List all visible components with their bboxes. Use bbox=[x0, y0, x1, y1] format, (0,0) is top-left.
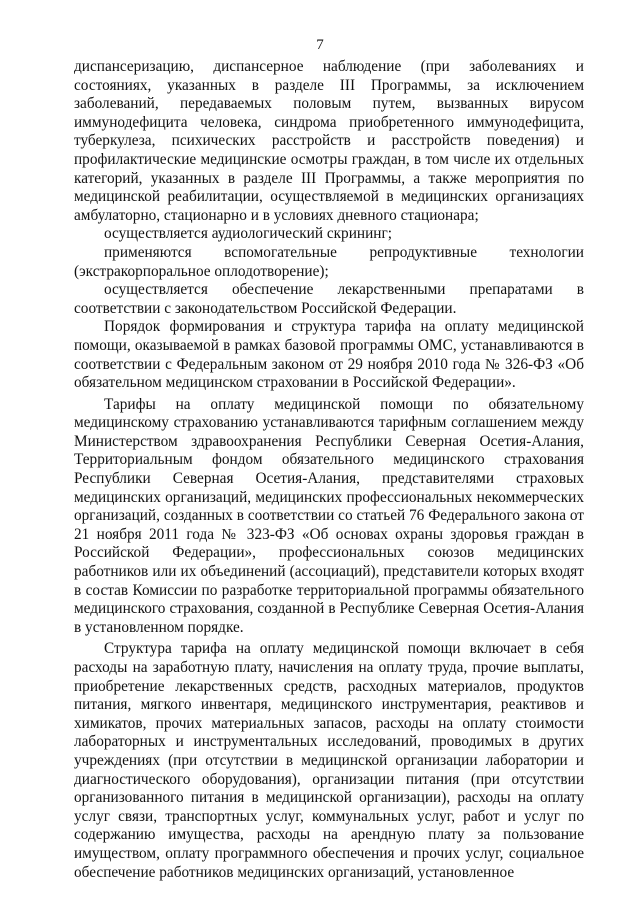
paragraph-audiological-screening: осуществляется аудиологический скрининг; bbox=[104, 225, 392, 243]
paragraph-drug-provision: осуществляется обеспечение лекарственными препаратами в соответствии с законодательством Российской Федерации. bbox=[74, 281, 584, 317]
page-number: 7 bbox=[316, 37, 324, 53]
paragraph-tariff-procedure: Порядок формирования и структура тарифа на оплату медицинской помощи, оказываемой в рамках базовой программы ОМС, устанавливаются в соответствии с Федеральным законом от 29 ноября 2010 года № 326-ФЗ «Об обязательном медицинском страховании в Российской Федерации». bbox=[74, 318, 584, 392]
paragraph-tariff-structure: Структура тарифа на оплату медицинской помощи включает в себя расходы на заработную плату, начисления на оплату труда, прочие выплаты, приобретение лекарственных средств, расходных материалов, продуктов питания, мягкого инвентаря, медицинского инструментария, реактивов и химикатов, прочих материальных запасов, расходы на оплату стоимости лабораторных и инструментальных исследований, проводимых в других учреждениях (при отсутствии в медицинской организации лаборатории и диагностического оборудования), организации питания (при отсутствии организованного питания в медицинской организации), расходы на оплату услуг связи, транспортных услуг, коммунальных услуг, работ и услуг по содержанию имущества, расходы на арендную плату за пользование имуществом, оплату программного обеспечения и прочих услуг, социальное обеспечение работников медицинских организаций, установленное bbox=[74, 640, 584, 881]
paragraph-dispanserization: диспансеризацию, диспансерное наблюдение (при заболеваниях и состояниях, указанных в разделе III Программы, за исключением заболеваний, передаваемых половым путем, вызванных вирусом иммунодефицита человека, синдрома приобретенного иммунодефицита, туберкулеза, психических расстройств и расстройств поведения) и профилактические медицинские осмотры граждан, в том числе их отдельных категорий, указанных в разделе III Программы, а также мероприятия по медицинской реабилитации, осуществляемой в медицинских организациях амбулаторно, стационарно и в условиях дневного стационара; bbox=[74, 58, 584, 224]
paragraph-tariff-agreement: Тарифы на оплату медицинской помощи по обязательному медицинскому страхованию устанавливаются тарифным соглашением между Министерством здравоохранения Республики Северная Осетия-Алания, Территориальным фондом обязательного медицинского страхования Республики Северная Осетия-Алания, представителями страховых медицинских организаций, медицинских профессиональных некоммерческих организаций, созданных в соответствии со статьей 76 Федерального закона от 21 ноября 2011 года № 323-ФЗ «Об основах охраны здоровья граждан в Российской Федерации», профессиональных союзов медицинских работников или их объединений (ассоциаций), представители которых входят в состав Комиссии по разработке территориальной программы обязательного медицинского страхования, созданной в Республике Северная Осетия-Алания в установленном порядке. bbox=[74, 395, 584, 636]
document-body bbox=[74, 58, 584, 882]
paragraph-reproductive-technologies: применяются вспомогательные репродуктивные технологии (экстракорпоральное оплодотворение); bbox=[74, 243, 584, 280]
